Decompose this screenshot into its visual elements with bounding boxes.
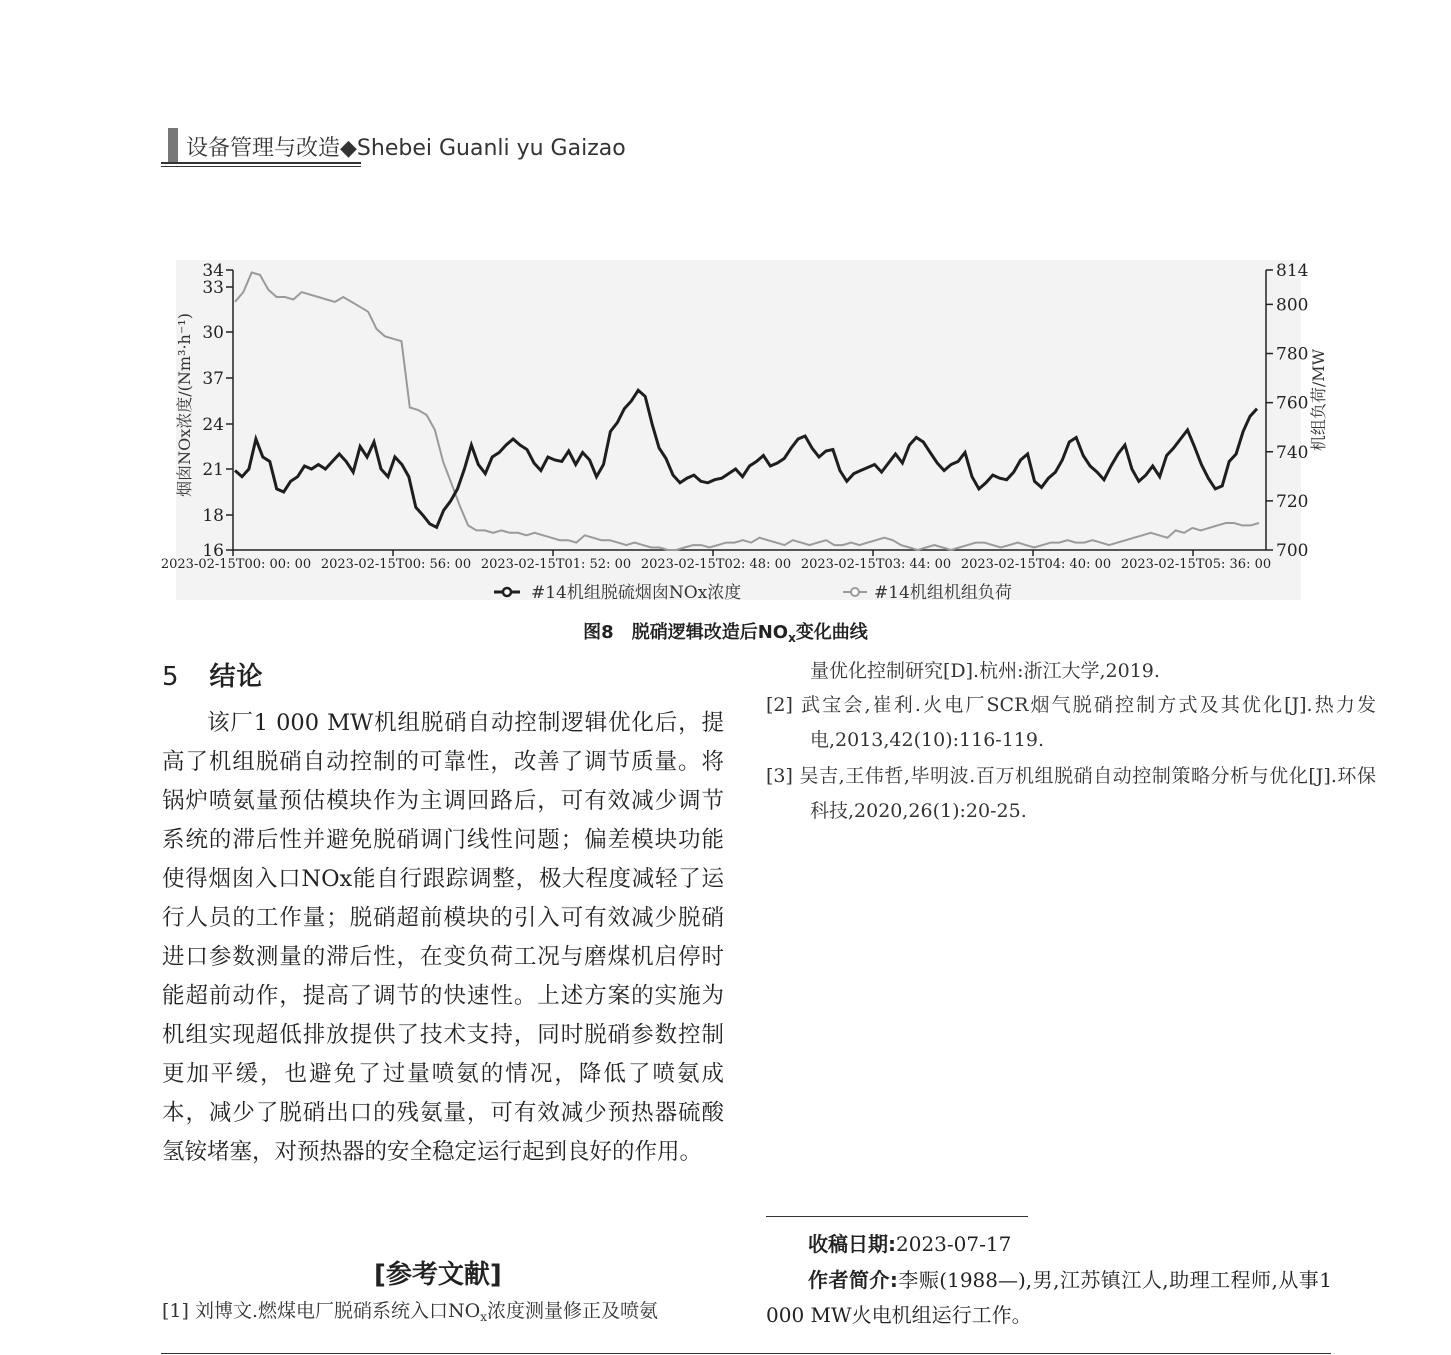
conclusion-paragraph: 该厂1 000 MW机组脱硝自动控制逻辑优化后，提高了机组脱硝自动控制的可靠性，改善了调节质量。将锅炉喷氨量预估模块作为主调回路后，可有效减少调节系统的滞后性并避免脱硝调门线性问题；偏差模块功能使得烟囱入口NOx能自行跟踪调整，极大程度减轻了运行人员的工作量；脱硝超前模块的引入可有效减少脱硝进口参数测量的滞后性，在变负荷工况与磨煤机启停时能超前动作，提高了调节的快速性。上述方案的实施为机组实现超低排放提供了技术支持，同时脱硝参数控制更加平缓，也避免了过量喷氨的情况，降低了喷氨成本，减少了脱硝出口的残氨量，可有效减少预热器硫酸氢铵堵塞，对预热器的安全稳定运行起到良好的作用。 — [162, 710, 724, 1165]
left-axis-label: 烟囱NOx浓度/(Nm³·h⁻¹) — [175, 313, 194, 497]
series-nox-line — [235, 390, 1257, 527]
x-tick-label: 2023-02-15T00: 56: 00 — [320, 557, 472, 572]
right-tick-label: 814 — [1276, 261, 1309, 281]
x-tick-label: 2023-02-15T04: 40: 00 — [960, 557, 1112, 572]
ref1-subscript: x — [480, 1310, 487, 1324]
right-tick-label: 800 — [1276, 295, 1309, 316]
x-tick-label: 2023-02-15T03: 44: 00 — [800, 557, 952, 572]
x-tick-label: 2023-02-15T02: 48: 00 — [640, 557, 792, 572]
references-heading: [参考文献] — [374, 1260, 502, 1290]
left-tick-label: 18 — [202, 506, 224, 526]
right-tick-label: 740 — [1276, 442, 1309, 463]
ref1-text-a: [1] 刘博文.燃煤电厂脱硝系统入口NO — [162, 1300, 481, 1322]
caption-prefix: 图8 脱硝逻辑改造后NO — [583, 622, 789, 643]
right-axis-label: 机组负荷/MW — [1309, 348, 1328, 452]
caption-suffix: 变化曲线 — [795, 622, 868, 643]
received-value: 2023-07-17 — [896, 1232, 1012, 1256]
received-date — [808, 1228, 1011, 1257]
right-tick-label: 720 — [1276, 491, 1309, 512]
legend-load-marker — [851, 588, 859, 596]
section-heading — [162, 656, 264, 693]
legend-nox-label: #14机组脱硫烟囱NOx浓度 — [531, 583, 742, 603]
left-tick-label: 34 — [202, 261, 224, 281]
left-tick-label: 30 — [202, 323, 224, 343]
section-number: 5 — [162, 662, 180, 692]
nox-load-chart — [0, 0, 1451, 620]
reference-1-continued: 量优化控制研究[D].杭州:浙江大学,2019. — [810, 660, 1160, 682]
x-tick-label: 2023-02-15T00: 00: 00 — [160, 557, 312, 572]
conclusion-body — [162, 704, 724, 1172]
received-label: 收稿日期: — [808, 1232, 896, 1256]
author-info — [766, 1263, 1332, 1333]
series-load-line — [235, 273, 1259, 551]
right-tick-label: 780 — [1276, 344, 1309, 365]
ref1-text-b: 浓度测量修正及喷氨 — [486, 1300, 658, 1322]
section-title: 结论 — [209, 662, 264, 692]
author-value: 李赈(1988—),男,江苏镇江人,助理工程师,从事1 000 MW火电机组运行工作。 — [766, 1268, 1332, 1327]
figure-caption — [0, 618, 1451, 644]
footnote-rule — [766, 1216, 1028, 1217]
reference-2: [2] 武宝会,崔利.火电厂SCR烟气脱硝控制方式及其优化[J].热力发电,2013,42(10):116-119. — [766, 694, 1376, 751]
x-tick-label: 2023-02-15T01: 52: 00 — [480, 557, 632, 572]
right-tick-label: 700 — [1276, 541, 1309, 561]
caption-subscript: x — [788, 631, 796, 645]
left-tick-label: 24 — [202, 415, 224, 435]
left-tick-label: 33 — [202, 278, 224, 298]
left-tick-label: 16 — [202, 541, 224, 561]
reference-1 — [162, 1294, 658, 1331]
author-label: 作者简介: — [808, 1268, 898, 1292]
page-bottom-rule — [161, 1353, 1331, 1354]
left-tick-label: 37 — [202, 369, 224, 389]
x-tick-label: 2023-02-15T05: 36: 00 — [1120, 557, 1272, 572]
left-tick-label: 21 — [202, 460, 224, 480]
legend — [494, 583, 1012, 603]
journal-header: 设备管理与改造◆Shebei Guanli yu Gaizao — [186, 136, 626, 161]
right-tick-label: 760 — [1276, 393, 1309, 414]
legend-load-label: #14机组机组负荷 — [874, 583, 1012, 603]
legend-nox-marker — [503, 588, 511, 596]
reference-3: [3] 吴吉,王伟哲,毕明波.百万机组脱硝自动控制策略分析与优化[J].环保科技,2020,26(1):20-25. — [766, 765, 1376, 822]
